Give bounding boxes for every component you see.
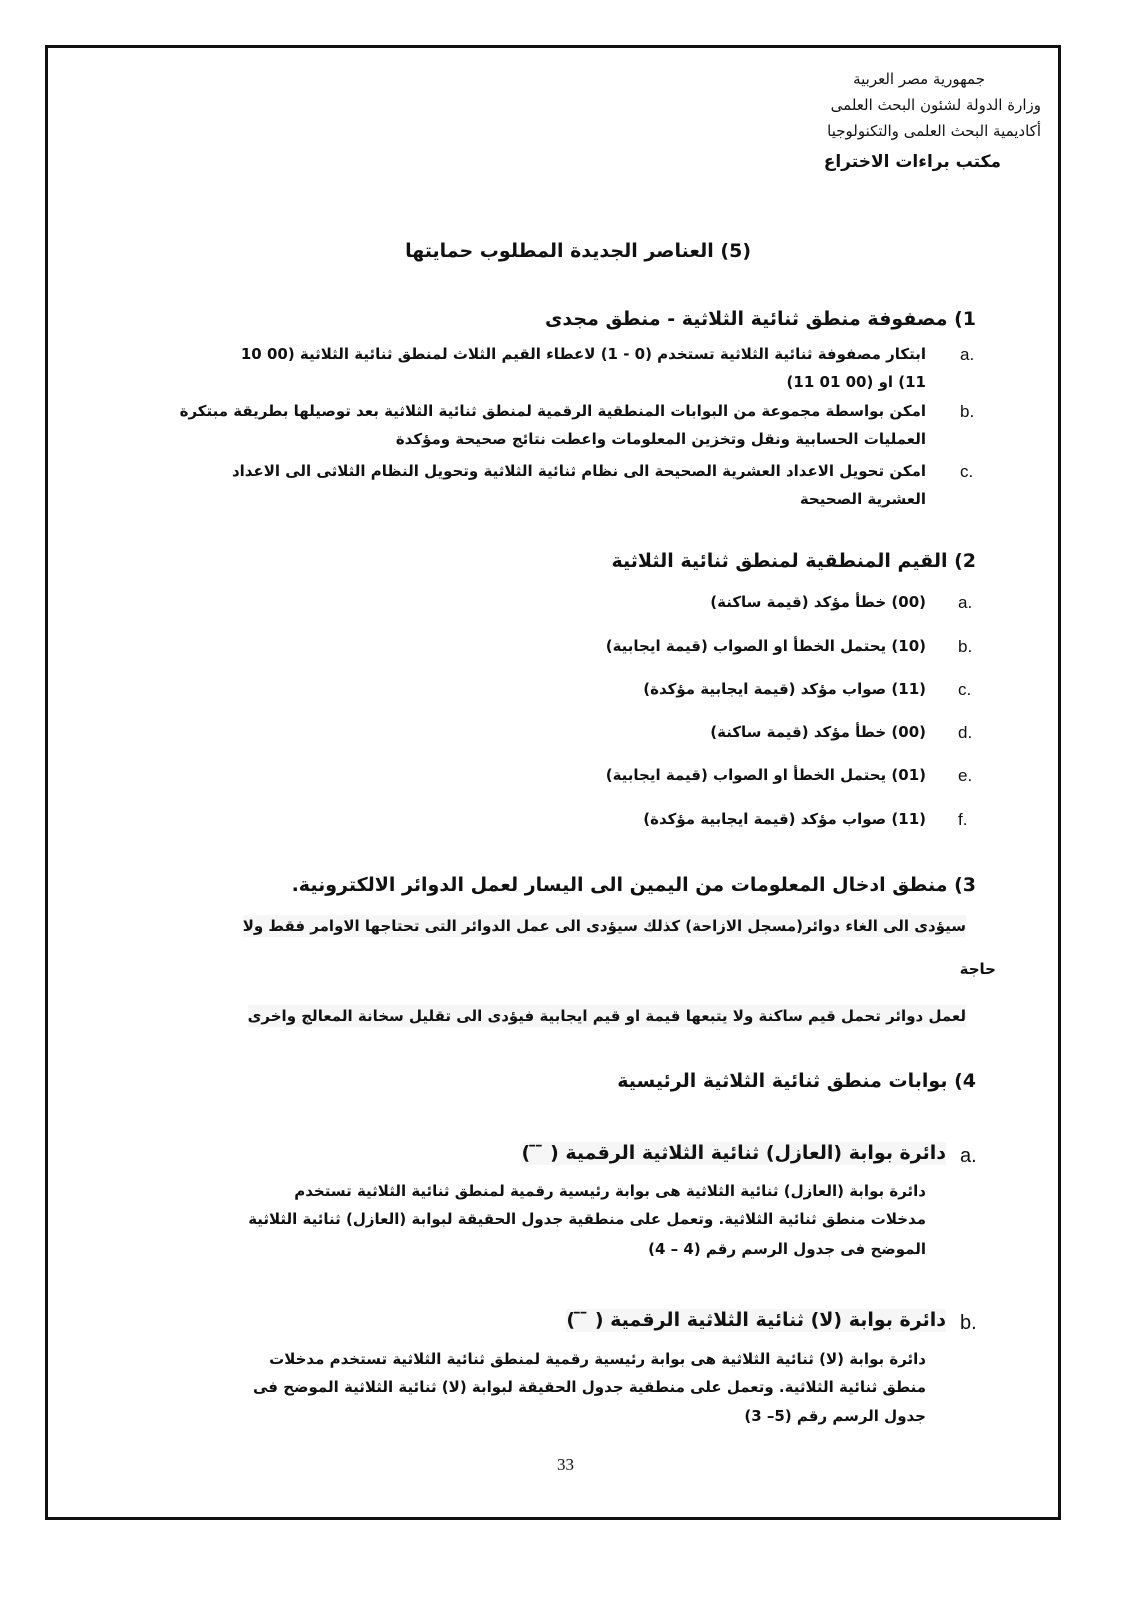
item-marker: a. bbox=[958, 593, 973, 612]
section1-item-c-line2: العشرية الصحيحة bbox=[799, 490, 926, 508]
section3-heading: 3) منطق ادخال المعلومات من اليمين الى اليسار لعمل الدوائر الالكترونية. bbox=[291, 874, 976, 896]
item-marker: a. bbox=[960, 1145, 977, 1167]
section3-line1: سيؤدى الى الغاء دوائر(مسجل الازاحة) كذلك سيؤدى الى عمل الدوائر التى تحتاجها الاوامر فقط ولا bbox=[242, 917, 966, 935]
gate-not-line: جدول الرسم رقم (5– 3) bbox=[744, 1407, 926, 1425]
gate-buffer-line: دائرة بوابة (العازل) ثنائية الثلاثية هى بوابة رئيسية رقمية لمنطق ثنائية الثلاثية تستخدم bbox=[294, 1182, 926, 1200]
section2-item: (10) يحتمل الخطأ او الصواب (قيمة ايجابية) bbox=[605, 637, 926, 655]
gate-not-heading: دائرة بوابة (لا) ثنائية الثلاثية الرقمية ( ̄ ̄ ) bbox=[566, 1309, 946, 1331]
item-marker: b. bbox=[958, 637, 973, 656]
section1-item-a-line1: ابتكار مصفوفة ثنائية الثلاثية تستخدم (0 - 1) لاعطاء القيم الثلاث لمنطق ثنائية الثلاثية (00 10 bbox=[240, 345, 926, 363]
section3-line2: حاجة bbox=[959, 960, 996, 978]
section1-item-b-line2: العمليات الحسابية ونقل وتخزين المعلومات واعطت نتائج صحيحة ومؤكدة bbox=[395, 430, 926, 448]
item-marker: b. bbox=[960, 1312, 977, 1334]
item-marker: c. bbox=[960, 462, 974, 481]
gate-buffer-heading: دائرة بوابة (العازل) ثنائية الثلاثية الرقمية ( ̄ ̄ ) bbox=[521, 1142, 946, 1164]
header-academy: أكاديمية البحث العلمى والتكنولوجيا bbox=[827, 122, 1041, 140]
item-marker: e. bbox=[958, 766, 973, 785]
gate-not-line: دائرة بوابة (لا) ثنائية الثلاثية هى بوابة رئيسية رقمية لمنطق ثنائية الثلاثية تستخدم مدخلات bbox=[269, 1350, 926, 1368]
item-marker: d. bbox=[958, 723, 973, 742]
section1-item-b-line1: امكن بواسطة مجموعة من البوابات المنطقية الرقمية لمنطق ثنائية الثلاثية بعد توصيلها بطريقة مبتكرة bbox=[179, 402, 926, 420]
section2-item: (11) صواب مؤكد (قيمة ايجابية مؤكدة) bbox=[643, 680, 926, 698]
section2-item: (01) يحتمل الخطأ او الصواب (قيمة ايجابية) bbox=[605, 766, 926, 784]
section2-item: (00) خطأ مؤكد (قيمة ساكنة) bbox=[710, 723, 926, 741]
section1-item-a-line2: 11) او (00 01 11) bbox=[786, 373, 926, 391]
header-country: جمهورية مصر العربية bbox=[853, 70, 985, 88]
section4-heading: 4) بوابات منطق ثنائية الثلاثية الرئيسية bbox=[617, 1070, 976, 1092]
section3-line3: لعمل دوائر تحمل قيم ساكنة ولا يتبعها قيمة او قيم ايجابية فيؤدى الى تقليل سخانة المعالج واخرى bbox=[247, 1007, 966, 1025]
item-marker: b. bbox=[960, 402, 975, 421]
page-number: 33 bbox=[557, 1455, 574, 1474]
section1-item-c-line1: امكن تحويل الاعداد العشرية الصحيحة الى نظام ثنائية الثلاثية وتحويل النظام الثلاثى الى الاعداد bbox=[231, 462, 926, 480]
section2-item: (11) صواب مؤكد (قيمة ايجابية مؤكدة) bbox=[643, 810, 926, 828]
header-office: مكتب براءات الاختراع bbox=[823, 152, 1001, 172]
gate-buffer-line: الموضح فى جدول الرسم رقم (4 – 4) bbox=[648, 1240, 926, 1258]
gate-buffer-line: مدخلات منطق ثنائية الثلاثية. وتعمل على منطقية جدول الحقيقة لبوابة (العازل) ثنائية الثلاثية bbox=[248, 1210, 926, 1228]
section1-heading: 1) مصفوفة منطق ثنائية الثلاثية - منطق مجدى bbox=[545, 308, 976, 330]
item-marker: a. bbox=[960, 345, 975, 364]
page-title: (5) العناصر الجديدة المطلوب حمايتها bbox=[405, 240, 751, 262]
gate-not-line: منطق ثنائية الثلاثية. وتعمل على منطقية جدول الحقيقة لبوابة (لا) ثنائية الثلاثية الموضح فى bbox=[253, 1378, 926, 1396]
item-marker: c. bbox=[958, 680, 972, 699]
header-ministry: وزارة الدولة لشئون البحث العلمى bbox=[830, 96, 1041, 114]
section2-heading: 2) القيم المنطقية لمنطق ثنائية الثلاثية bbox=[611, 550, 976, 572]
section2-item: (00) خطأ مؤكد (قيمة ساكنة) bbox=[710, 593, 926, 611]
item-marker: f. bbox=[958, 810, 968, 829]
